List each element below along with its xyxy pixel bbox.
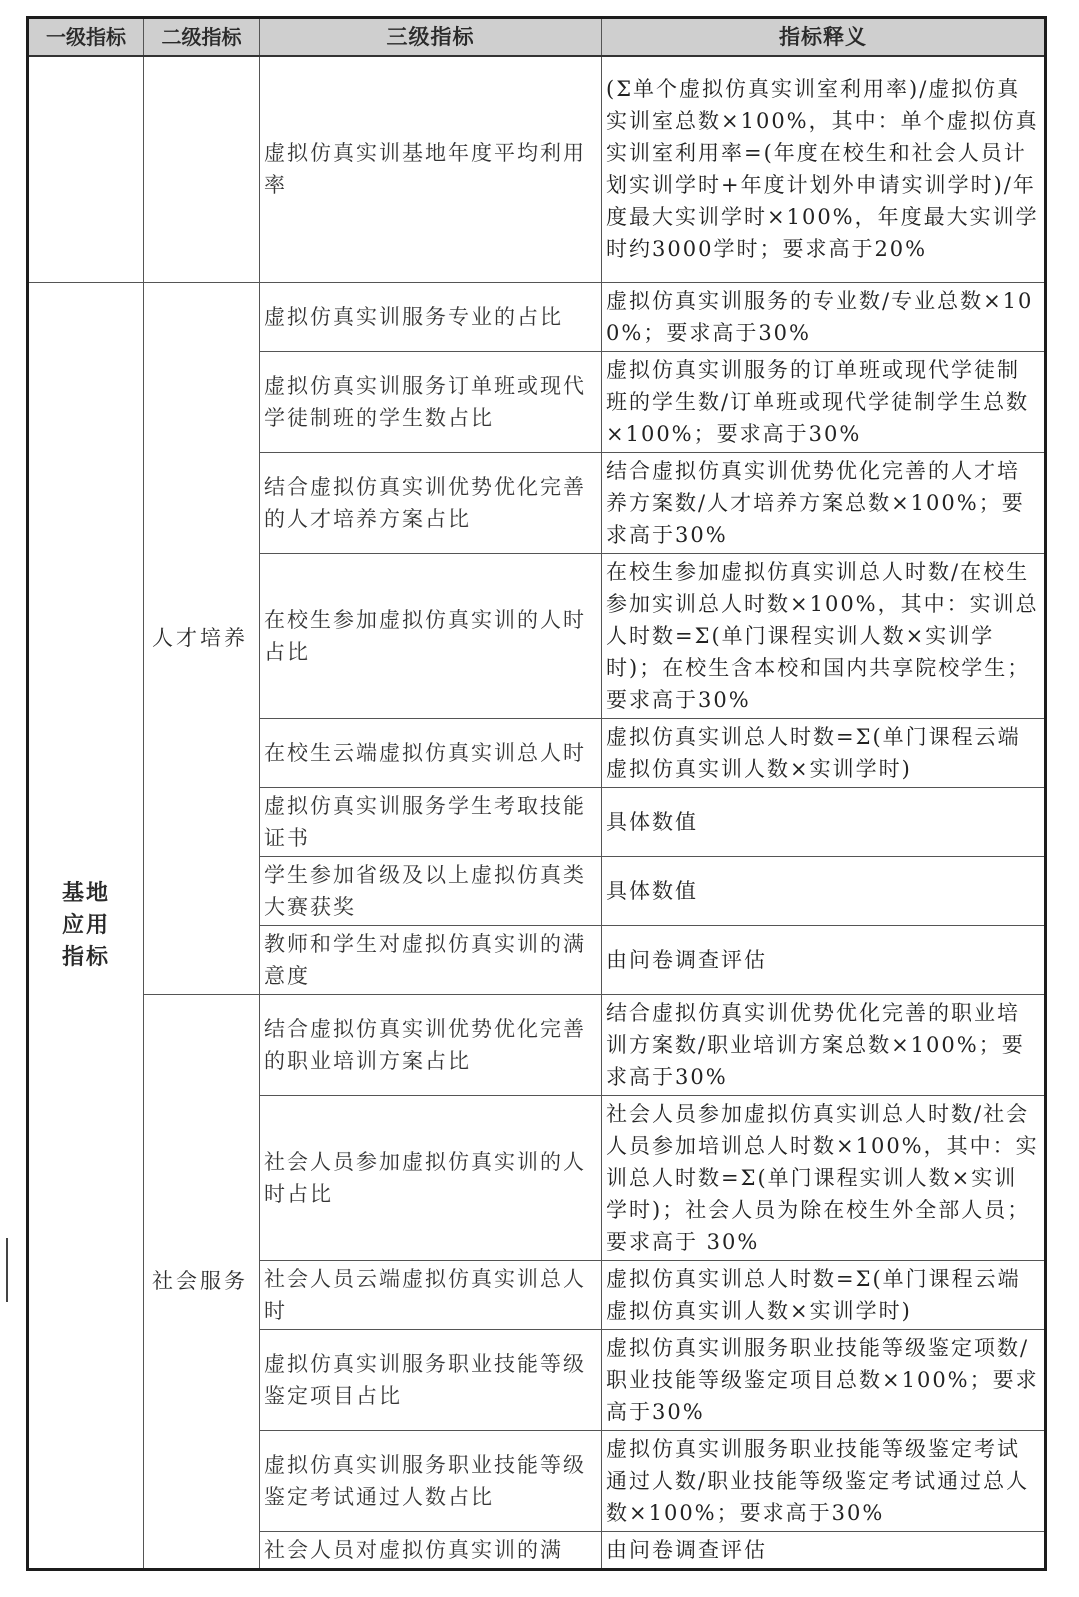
definition-cell: 由问卷调查评估 xyxy=(602,925,1046,994)
indicator-table xyxy=(26,16,1047,1571)
indicator-cell: 虚拟仿真实训服务专业的占比 xyxy=(260,282,602,351)
definition-cell: (Σ单个虚拟仿真实训室利用率)/虚拟仿真实训室总数×100%，其中：单个虚拟仿真实训室利用率=(年度在校生和社会人员计划实训学时+年度计划外申请实训学时)/年度最大实训学时×100%，年度最大实训学时约3000学时；要求高于20% xyxy=(602,56,1046,282)
indicator-cell: 虚拟仿真实训服务订单班或现代学徒制班的学生数占比 xyxy=(260,351,602,452)
level1-cell-empty xyxy=(28,56,144,282)
indicator-cell: 结合虚拟仿真实训优势优化完善的职业培训方案占比 xyxy=(260,994,602,1095)
definition-cell: 虚拟仿真实训总人时数=Σ(单门课程云端虚拟仿真实训人数×实训学时) xyxy=(602,1260,1046,1329)
indicator-cell: 教师和学生对虚拟仿真实训的满意度 xyxy=(260,925,602,994)
definition-cell: 在校生参加虚拟仿真实训总人时数/在校生参加实训总人时数×100%，其中：实训总人时数=Σ(单门课程实训人数×实训学时)；在校生含本校和国内共享院校学生；要求高于30% xyxy=(602,553,1046,718)
indicator-cell: 虚拟仿真实训服务学生考取技能证书 xyxy=(260,787,602,856)
definition-cell: 虚拟仿真实训服务职业技能等级鉴定项数/职业技能等级鉴定项目总数×100%；要求高于30% xyxy=(602,1329,1046,1430)
indicator-cell: 在校生云端虚拟仿真实训总人时 xyxy=(260,718,602,787)
table-header-row xyxy=(28,18,1046,57)
indicator-cell: 社会人员云端虚拟仿真实训总人时 xyxy=(260,1260,602,1329)
definition-cell: 虚拟仿真实训服务职业技能等级鉴定考试通过人数/职业技能等级鉴定考试通过总人数×100%；要求高于30% xyxy=(602,1430,1046,1531)
level2-cell-empty xyxy=(144,56,260,282)
header-level1: 一级指标 xyxy=(28,18,144,57)
header-level2: 二级指标 xyxy=(144,18,260,57)
definition-cell: 虚拟仿真实训服务的专业数/专业总数×100%；要求高于30% xyxy=(602,282,1046,351)
header-level3: 三级指标 xyxy=(260,18,602,57)
table-row xyxy=(28,56,1046,282)
table-row xyxy=(28,994,1046,1095)
level2-cell-social: 社会服务 xyxy=(144,994,260,1569)
definition-cell: 结合虚拟仿真实训优势优化完善的职业培训方案数/职业培训方案总数×100%；要求高于30% xyxy=(602,994,1046,1095)
indicator-cell: 虚拟仿真实训基地年度平均利用率 xyxy=(260,56,602,282)
definition-cell: 虚拟仿真实训总人时数=Σ(单门课程云端虚拟仿真实训人数×实训学时) xyxy=(602,718,1046,787)
definition-cell: 由问卷调查评估 xyxy=(602,1531,1046,1569)
definition-cell: 结合虚拟仿真实训优势优化完善的人才培养方案数/人才培养方案总数×100%；要求高于30% xyxy=(602,452,1046,553)
level1-label: 基地应用指标 xyxy=(61,880,110,970)
indicator-cell: 虚拟仿真实训服务职业技能等级鉴定项目占比 xyxy=(260,1329,602,1430)
indicator-cell: 学生参加省级及以上虚拟仿真类大赛获奖 xyxy=(260,856,602,925)
table-row xyxy=(28,282,1046,351)
definition-cell: 具体数值 xyxy=(602,856,1046,925)
definition-cell: 社会人员参加虚拟仿真实训总人时数/社会人员参加培训总人时数×100%，其中：实训总人时数=Σ(单门课程实训人数×实训学时)；社会人员为除在校生外全部人员；要求高于 30% xyxy=(602,1095,1046,1260)
indicator-table-sheet xyxy=(26,16,1044,1562)
indicator-cell: 结合虚拟仿真实训优势优化完善的人才培养方案占比 xyxy=(260,452,602,553)
definition-cell: 虚拟仿真实训服务的订单班或现代学徒制班的学生数/订单班或现代学徒制学生总数×100%；要求高于30% xyxy=(602,351,1046,452)
indicator-cell: 在校生参加虚拟仿真实训的人时占比 xyxy=(260,553,602,718)
indicator-cell: 虚拟仿真实训服务职业技能等级鉴定考试通过人数占比 xyxy=(260,1430,602,1531)
definition-cell: 具体数值 xyxy=(602,787,1046,856)
level2-cell-talent: 人才培养 xyxy=(144,282,260,994)
indicator-cell: 社会人员对虚拟仿真实训的满 xyxy=(260,1531,602,1569)
scan-edge-mark xyxy=(6,1238,8,1302)
indicator-cell: 社会人员参加虚拟仿真实训的人时占比 xyxy=(260,1095,602,1260)
header-definition: 指标释义 xyxy=(602,18,1046,57)
level1-cell xyxy=(28,282,144,1569)
